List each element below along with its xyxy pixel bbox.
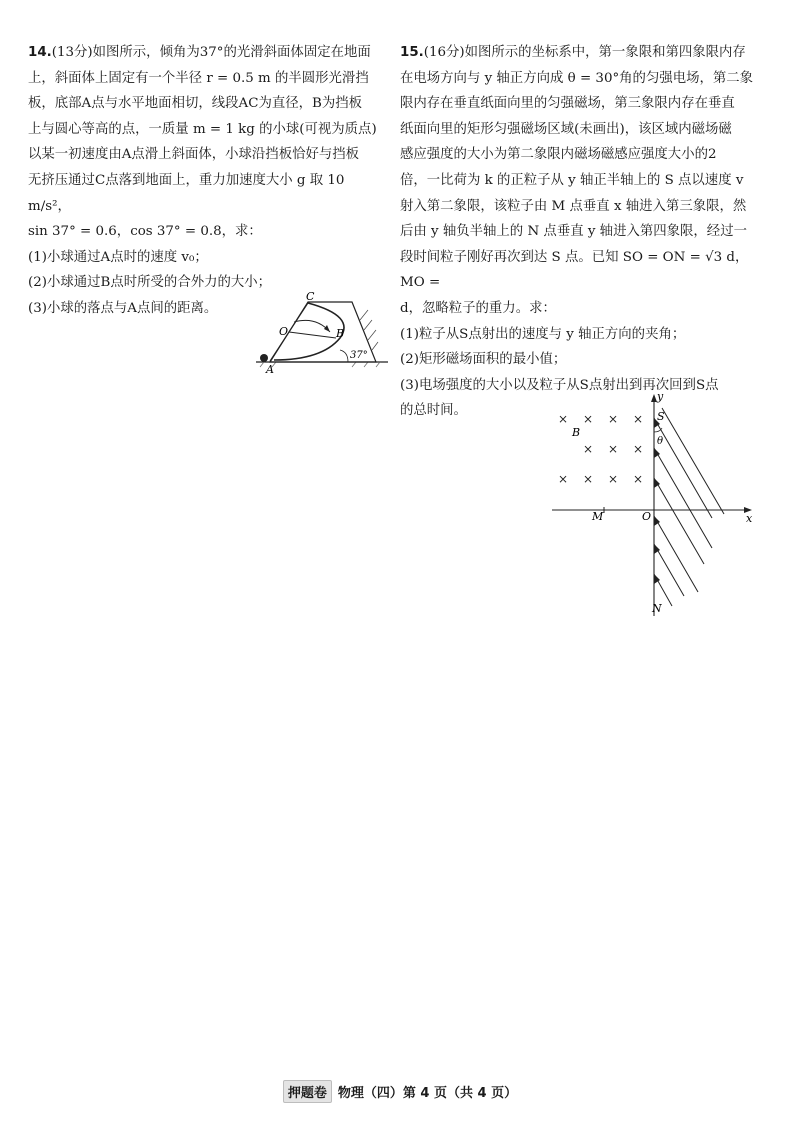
field-mark: × (558, 412, 569, 426)
field-mark: × (633, 412, 644, 426)
field-mark: × (633, 442, 644, 456)
field-mark: × (558, 472, 569, 486)
q15-subquestion-3: (3)电场强度的大小以及粒子从S点射出到再次回到S点 (400, 377, 719, 393)
label-A: A (266, 363, 274, 374)
q15-line-1: 15.(16分)如图所示的坐标系中，第一象限和第四象限内存 (400, 45, 746, 60)
q15-line-9: 段时间粒子刚好再次到达 S 点。已知 SO = ON = √3 d，MO = (400, 249, 749, 291)
label-B: B (572, 426, 581, 439)
field-mark: × (608, 442, 619, 456)
arrow-head (324, 325, 330, 332)
q14-line-4: 上与圆心等高的点，一质量 m = 1 kg 的小球(可视为质点) (28, 121, 377, 137)
label-O: O (279, 325, 289, 338)
electric-field-lines (654, 408, 724, 606)
field-mark: × (633, 472, 644, 486)
label-theta: θ (657, 436, 664, 447)
question-15 (400, 40, 766, 424)
exam-logo: 押题卷 (283, 1080, 332, 1103)
footer-page-info: 物理（四）第 4 页（共 4 页） (337, 1086, 518, 1101)
q14-subquestion-1: (1)小球通过A点时的速度 v₀； (28, 249, 208, 265)
label-y: y (657, 390, 664, 403)
q15-line-7: 射入第二象限，该粒子由 M 点垂直 x 轴进入第三象限，然 (400, 198, 747, 214)
q14-figure (256, 292, 388, 374)
trajectory-arrow (294, 320, 330, 332)
ball (260, 354, 268, 362)
q14-number: 14. (28, 45, 52, 60)
q14-line-5: 以某一初速度由A点滑上斜面体，小球沿挡板恰好与挡板 (28, 147, 360, 163)
q15-line-4: 纸面向里的矩形匀强磁场区域(未画出)，该区域内磁场磁 (400, 121, 732, 137)
label-M: M (592, 510, 604, 523)
field-marks (558, 412, 643, 486)
q14-subquestion-2: (2)小球通过B点时所受的合外力的大小； (28, 275, 272, 291)
label-B: B (336, 327, 345, 340)
field-mark: × (583, 472, 594, 486)
q15-subquestion-1: (1)粒子从S点射出的速度与 y 轴正方向的夹角； (400, 326, 686, 342)
page-footer (0, 1080, 800, 1103)
q15-subquestion-2: (2)矩形磁场面积的最小值； (400, 352, 567, 368)
q14-subquestion-3: (3)小球的落点与A点间的距离。 (28, 300, 218, 316)
q15-subquestion-3-cont: 的总时间。 (400, 403, 467, 419)
q14-line-7: sin 37° = 0.6，cos 37° = 0.8，求： (28, 224, 262, 240)
field-mark: × (608, 472, 619, 486)
q15-figure (548, 388, 758, 620)
q15-line-6: 倍，一比荷为 k 的正粒子从 y 轴正半轴上的 S 点以速度 v (400, 172, 744, 188)
q14-line-2: 上，斜面体上固定有一个半径 r = 0.5 m 的半圆形光滑挡 (28, 70, 369, 86)
label-angle: 37° (350, 350, 368, 361)
field-mark: × (583, 412, 594, 426)
label-x: x (746, 512, 753, 525)
label-N: N (652, 602, 662, 615)
question-14 (28, 40, 386, 322)
field-mark: × (608, 412, 619, 426)
q15-line-3: 限内存在垂直纸面向里的匀强磁场，第三象限内存在垂直 (400, 96, 735, 112)
label-C: C (306, 292, 315, 303)
q15-line-5: 感应强度的大小为第二象限内磁场磁感应强度大小的2 (400, 147, 717, 163)
label-O: O (642, 510, 652, 523)
q15-line-8: 后由 y 轴负半轴上的 N 点垂直 y 轴进入第四象限，经过一 (400, 224, 747, 240)
q15-number: 15. (400, 45, 424, 60)
angle-theta-arc (654, 428, 662, 432)
q14-line-3: 板，底部A点与水平地面相切，线段AC为直径，B为挡板 (28, 96, 363, 112)
ground-hatch (260, 362, 380, 367)
radius-OB (289, 332, 336, 338)
q14-line-1: 14.(13分)如图所示，倾角为37°的光滑斜面体固定在地面 (28, 45, 371, 60)
label-S: S (657, 410, 665, 423)
angle-arc (340, 350, 348, 362)
q15-line-2: 在电场方向与 y 轴正方向成 θ = 30°角的匀强电场，第二象 (400, 70, 754, 86)
q14-line-6: 无挤压通过C点落到地面上，重力加速度大小 g 取 10 m/s²， (28, 172, 345, 214)
field-mark: × (583, 442, 594, 456)
q15-line-10: d，忽略粒子的重力。求： (400, 300, 556, 316)
